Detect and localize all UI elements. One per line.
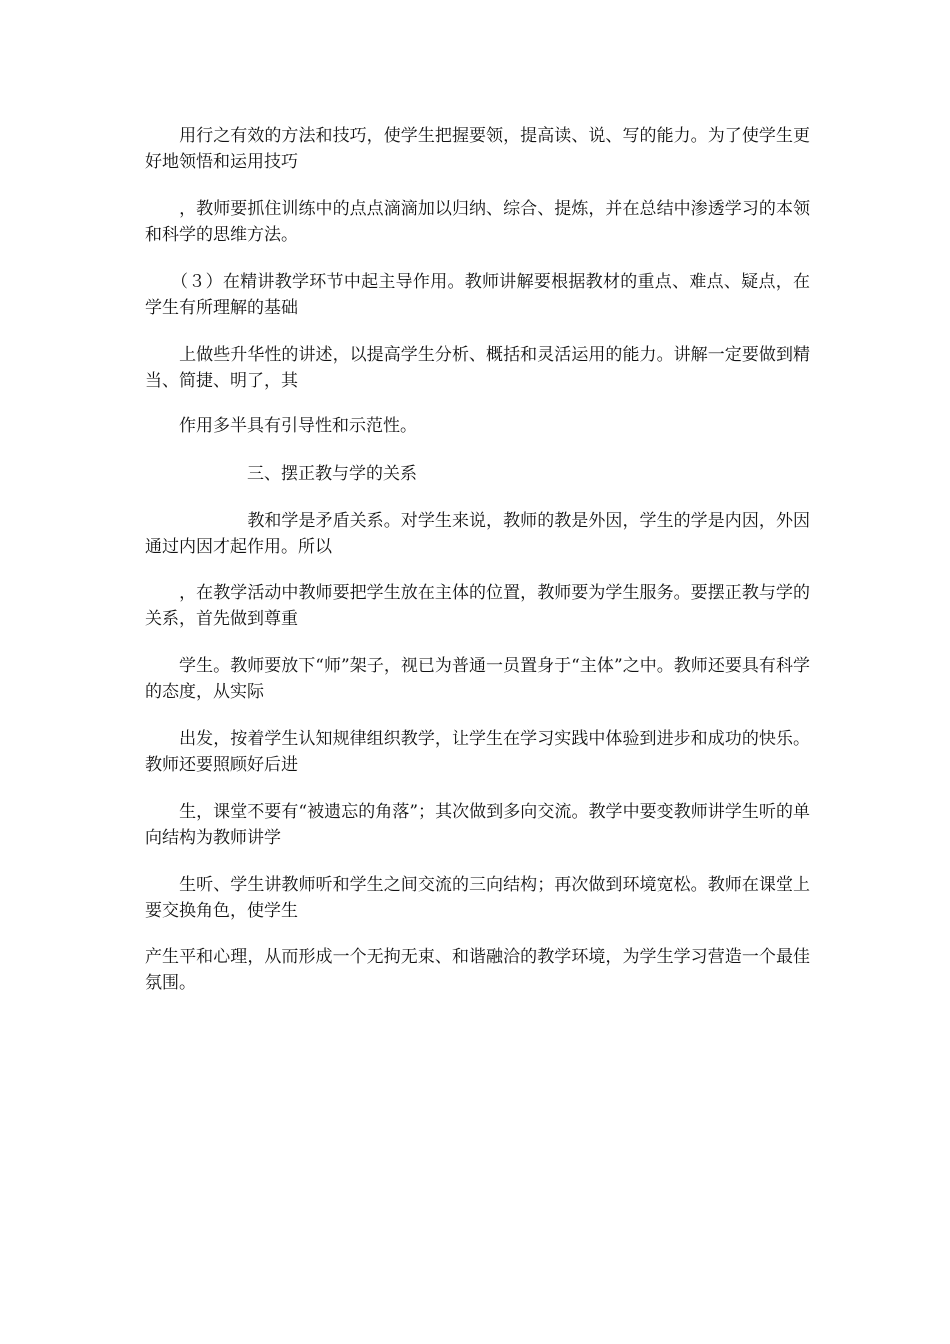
paragraph-3: （３）在精讲教学环节中起主导作用。教师讲解要根据教材的重点、难点、疑点，在学生有所理解的基础 — [145, 272, 810, 318]
paragraph-12: 产生平和心理，从而形成一个无拘无束、和谐融洽的教学环境，为学生学习营造一个最佳氛围。 — [145, 947, 810, 993]
paragraph-4: 上做些升华性的讲述，以提高学生分析、概括和灵活运用的能力。讲解一定要做到精当、简捷、明了，其 — [145, 345, 810, 391]
paragraph-8: 学生。教师要放下“师”架子，视已为普通一员置身于“主体”之中。教师还要具有科学的态度，从实际 — [145, 656, 810, 702]
paragraph-7: ，在教学活动中教师要把学生放在主体的位置，教师要为学生服务。要摆正教与学的关系，首先做到尊重 — [145, 583, 810, 629]
paragraph-1: 用行之有效的方法和技巧，使学生把握要领，提高读、说、写的能力。为了使学生更好地领悟和运用技巧 — [145, 126, 810, 172]
paragraph-5: 作用多半具有引导性和示范性。 — [145, 416, 417, 436]
paragraph-10: 生，课堂不要有“被遗忘的角落”；其次做到多向交流。教学中要变教师讲学生听的单向结构为教师讲学 — [145, 802, 810, 848]
section-heading: 三、摆正教与学的关系 — [145, 464, 417, 484]
paragraph-9: 出发，按着学生认知规律组织教学，让学生在学习实践中体验到进步和成功的快乐。教师还要照顾好后进 — [145, 729, 810, 775]
paragraph-6: 教和学是矛盾关系。对学生来说，教师的教是外因，学生的学是内因，外因通过内因才起作用。所以 — [145, 511, 810, 557]
paragraph-11: 生听、学生讲教师听和学生之间交流的三向结构；再次做到环境宽松。教师在课堂上要交换角色，使学生 — [145, 875, 810, 921]
paragraph-2: ，教师要抓住训练中的点点滴滴加以归纳、综合、提炼，并在总结中渗透学习的本领和科学的思维方法。 — [145, 199, 810, 245]
